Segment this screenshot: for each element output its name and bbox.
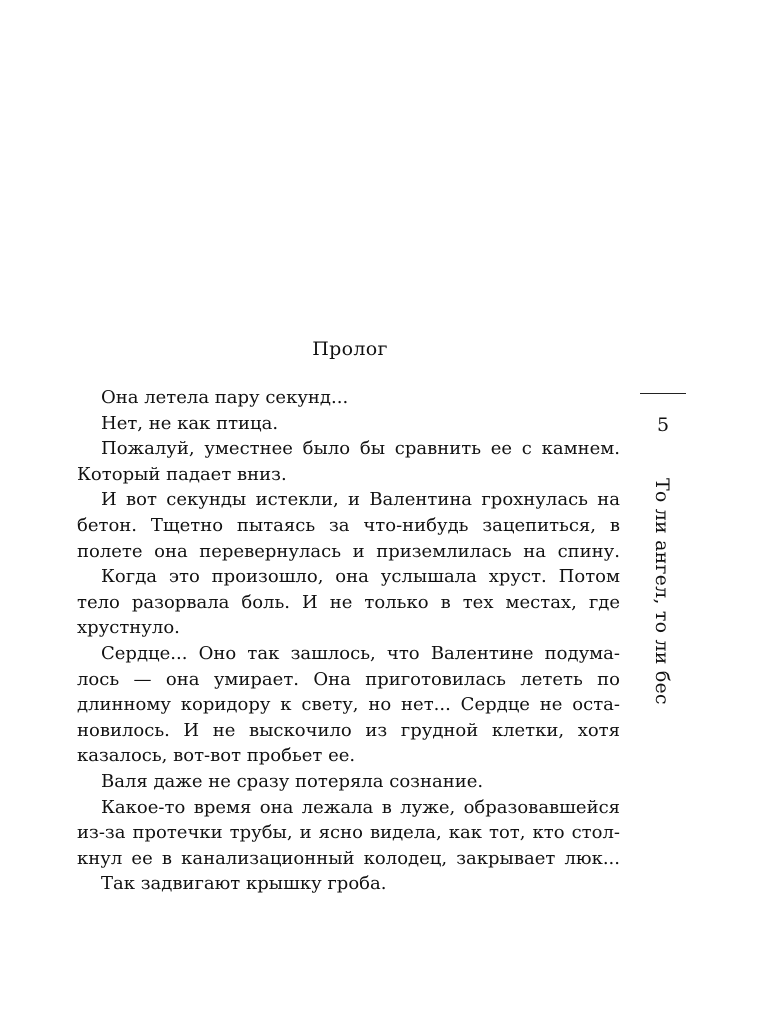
text-line: Она летела пару секунд...	[101, 387, 349, 408]
text-line: бетон. Тщетно пытаясь за что-нибудь зацепиться, в	[77, 514, 620, 536]
running-title: То ли ангел, то ли бес	[651, 478, 673, 705]
text-line: кнул ее в канализационный колодец, закрывает люк...	[77, 847, 620, 869]
text-line: Пожалуй, уместнее было бы сравнить ее с камнем.	[101, 438, 620, 460]
text-line: Валя даже не сразу потеряла сознание.	[101, 770, 484, 792]
body-text	[77, 385, 620, 897]
text-line: Какое-то время она лежала в луже, образовавшейся	[101, 796, 620, 818]
text-line: Нет, не как птица.	[101, 412, 279, 434]
text-line: И вот секунды истекли, и Валентина грохнулась на	[101, 489, 620, 511]
text-line: полете она перевернулась и приземлилась на спину.	[77, 540, 620, 562]
text-line: Когда это произошло, она услышала хруст. Потом	[101, 566, 620, 588]
margin-rule	[640, 393, 686, 394]
text-line: новилось. И не выскочило из грудной клетки, хотя	[77, 719, 620, 741]
text-line: Так задвигают крышку гроба.	[101, 873, 387, 895]
text-line: хрустнуло.	[77, 617, 180, 639]
page-number: 5	[656, 414, 670, 436]
text-line: лось — она умирает. Она приготовилась лететь по	[77, 668, 620, 690]
text-line: из-за протечки трубы, и ясно видела, как тот, кто стол-	[77, 822, 620, 844]
text-line: Сердце... Оно так зашлось, что Валентине подума-	[101, 642, 620, 664]
text-line: длинному коридору к свету, но нет... Сердце не оста-	[77, 694, 620, 716]
text-line: казалось, вот-вот пробьет ее.	[77, 745, 356, 767]
text-line: Который падает вниз.	[77, 463, 287, 485]
chapter-title: Пролог	[312, 338, 388, 360]
text-line: тело разорвала боль. И не только в тех местах, где	[77, 591, 620, 613]
